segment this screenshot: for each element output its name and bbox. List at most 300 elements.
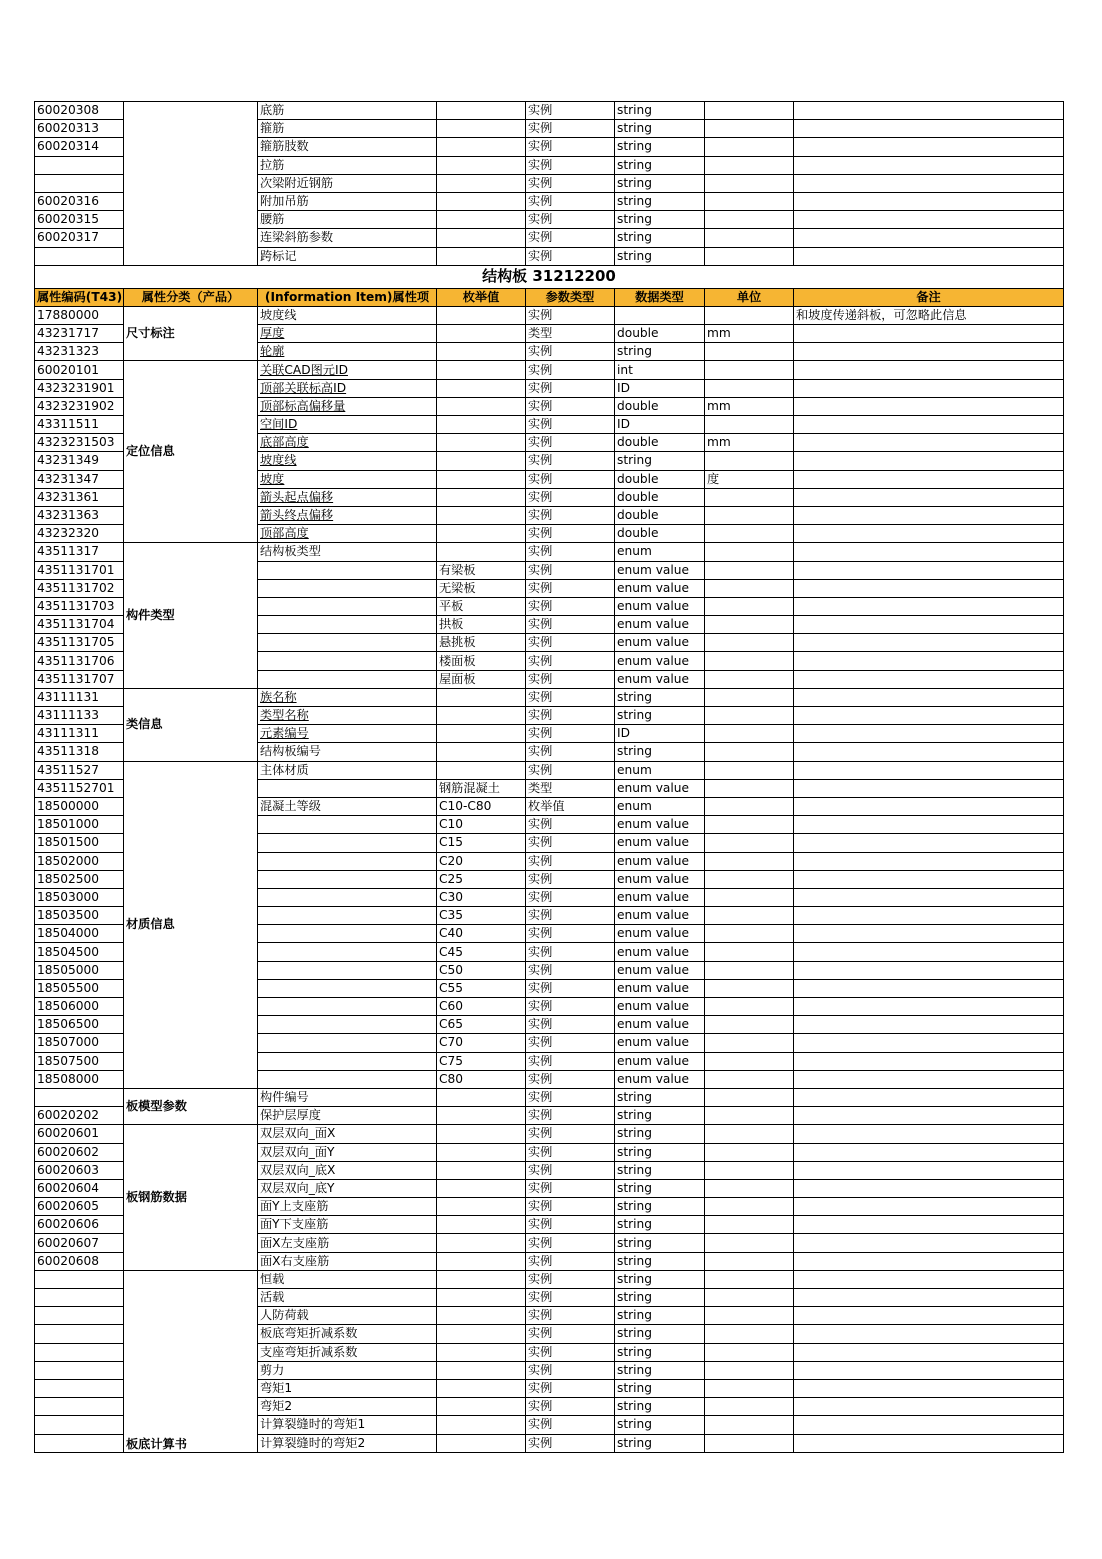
- data-type-cell: double: [615, 325, 705, 343]
- code-cell: 60020314: [35, 138, 124, 156]
- item-cell: 计算裂缝时的弯矩1: [258, 1416, 437, 1434]
- param-type-cell: 实例: [526, 834, 615, 852]
- enum-cell: C10: [437, 816, 526, 834]
- code-cell: 4323231901: [35, 379, 124, 397]
- unit-cell: [705, 1379, 794, 1397]
- item-cell: [258, 1034, 437, 1052]
- item-cell: 拉筋: [258, 156, 437, 174]
- code-cell: 43111131: [35, 688, 124, 706]
- remark-cell: [794, 1307, 1064, 1325]
- code-cell: 43231347: [35, 470, 124, 488]
- unit-cell: [705, 543, 794, 561]
- data-type-cell: string: [615, 1398, 705, 1416]
- data-type-cell: string: [615, 1434, 705, 1452]
- code-cell: 60020606: [35, 1216, 124, 1234]
- code-cell: 4351131704: [35, 616, 124, 634]
- data-type-cell: enum value: [615, 779, 705, 797]
- enum-cell: [437, 543, 526, 561]
- item-cell: 箍筋肢数: [258, 138, 437, 156]
- data-type-cell: string: [615, 688, 705, 706]
- remark-cell: [794, 1270, 1064, 1288]
- data-type-cell: enum value: [615, 852, 705, 870]
- enum-cell: [437, 1270, 526, 1288]
- unit-cell: [705, 616, 794, 634]
- category-cell: 材质信息: [124, 761, 258, 1088]
- data-type-cell: enum value: [615, 1052, 705, 1070]
- remark-cell: [794, 579, 1064, 597]
- remark-cell: [794, 870, 1064, 888]
- remark-cell: [794, 1179, 1064, 1197]
- data-type-cell: string: [615, 1143, 705, 1161]
- enum-cell: [437, 229, 526, 247]
- enum-cell: [437, 1416, 526, 1434]
- unit-cell: 度: [705, 470, 794, 488]
- remark-cell: [794, 434, 1064, 452]
- unit-cell: [705, 120, 794, 138]
- data-type-cell: string: [615, 1198, 705, 1216]
- code-cell: 60020604: [35, 1179, 124, 1197]
- param-type-cell: 实例: [526, 1179, 615, 1197]
- remark-cell: [794, 192, 1064, 210]
- code-cell: 60020601: [35, 1125, 124, 1143]
- remark-cell: [794, 325, 1064, 343]
- code-cell: 43111311: [35, 725, 124, 743]
- item-cell: [258, 852, 437, 870]
- unit-cell: [705, 1216, 794, 1234]
- unit-cell: [705, 943, 794, 961]
- unit-cell: [705, 1107, 794, 1125]
- param-type-cell: 枚举值: [526, 797, 615, 815]
- data-type-cell: double: [615, 434, 705, 452]
- unit-cell: [705, 1234, 794, 1252]
- enum-cell: [437, 452, 526, 470]
- data-type-cell: string: [615, 1270, 705, 1288]
- remark-cell: [794, 379, 1064, 397]
- column-header: 属性编码(T43): [35, 288, 124, 306]
- remark-cell: [794, 888, 1064, 906]
- enum-cell: [437, 725, 526, 743]
- code-cell: 60020607: [35, 1234, 124, 1252]
- code-cell: 60020605: [35, 1198, 124, 1216]
- enum-cell: [437, 1161, 526, 1179]
- code-cell: 18505500: [35, 979, 124, 997]
- remark-cell: [794, 488, 1064, 506]
- remark-cell: [794, 1107, 1064, 1125]
- unit-cell: [705, 961, 794, 979]
- enum-cell: [437, 525, 526, 543]
- unit-cell: [705, 1325, 794, 1343]
- item-cell: [258, 979, 437, 997]
- remark-cell: [794, 1198, 1064, 1216]
- remark-cell: [794, 1143, 1064, 1161]
- enum-cell: [437, 247, 526, 265]
- unit-cell: [705, 1416, 794, 1434]
- unit-cell: [705, 1088, 794, 1106]
- data-type-cell: enum value: [615, 925, 705, 943]
- param-type-cell: 实例: [526, 525, 615, 543]
- data-type-cell: enum value: [615, 652, 705, 670]
- remark-cell: [794, 652, 1064, 670]
- table-row: [35, 1125, 1064, 1143]
- unit-cell: [705, 1289, 794, 1307]
- param-type-cell: 实例: [526, 1325, 615, 1343]
- code-cell: 4351152701: [35, 779, 124, 797]
- remark-cell: [794, 907, 1064, 925]
- unit-cell: mm: [705, 434, 794, 452]
- remark-cell: [794, 1361, 1064, 1379]
- column-header: 备注: [794, 288, 1064, 306]
- code-cell: [35, 1398, 124, 1416]
- item-cell: [258, 1052, 437, 1070]
- data-type-cell: string: [615, 1234, 705, 1252]
- enum-cell: 拱板: [437, 616, 526, 634]
- data-type-cell: ID: [615, 725, 705, 743]
- data-type-cell: enum value: [615, 579, 705, 597]
- enum-cell: 楼面板: [437, 652, 526, 670]
- unit-cell: [705, 707, 794, 725]
- category-cell: 板模型参数: [124, 1088, 258, 1124]
- unit-cell: [705, 1125, 794, 1143]
- remark-cell: [794, 138, 1064, 156]
- enum-cell: [437, 343, 526, 361]
- remark-cell: [794, 416, 1064, 434]
- table-row: [35, 102, 1064, 120]
- code-cell: 43111133: [35, 707, 124, 725]
- param-type-cell: 实例: [526, 470, 615, 488]
- param-type-cell: 实例: [526, 1107, 615, 1125]
- data-type-cell: enum value: [615, 616, 705, 634]
- remark-cell: [794, 102, 1064, 120]
- remark-cell: [794, 470, 1064, 488]
- data-type-cell: string: [615, 343, 705, 361]
- item-cell: 面Y上支座筋: [258, 1198, 437, 1216]
- unit-cell: [705, 1052, 794, 1070]
- data-type-cell: enum value: [615, 816, 705, 834]
- unit-cell: [705, 156, 794, 174]
- code-cell: 18500000: [35, 797, 124, 815]
- table-row: [35, 361, 1064, 379]
- data-type-cell: string: [615, 174, 705, 192]
- item-cell: 族名称: [258, 688, 437, 706]
- data-type-cell: double: [615, 506, 705, 524]
- code-cell: 4351131707: [35, 670, 124, 688]
- item-cell: 双层双向_面Y: [258, 1143, 437, 1161]
- enum-cell: [437, 1361, 526, 1379]
- code-cell: [35, 247, 124, 265]
- enum-cell: C65: [437, 1016, 526, 1034]
- unit-cell: [705, 102, 794, 120]
- param-type-cell: 实例: [526, 1125, 615, 1143]
- item-cell: 面X左支座筋: [258, 1234, 437, 1252]
- code-cell: [35, 1361, 124, 1379]
- code-cell: 43231363: [35, 506, 124, 524]
- item-cell: 关联CAD图元ID: [258, 361, 437, 379]
- unit-cell: [705, 1161, 794, 1179]
- remark-cell: [794, 670, 1064, 688]
- enum-cell: [437, 1379, 526, 1397]
- data-type-cell: enum: [615, 543, 705, 561]
- item-cell: 恒载: [258, 1270, 437, 1288]
- table-row: [35, 1270, 1064, 1288]
- item-cell: 计算裂缝时的弯矩2: [258, 1434, 437, 1452]
- unit-cell: [705, 211, 794, 229]
- code-cell: 60020308: [35, 102, 124, 120]
- data-type-cell: string: [615, 156, 705, 174]
- data-type-cell: enum value: [615, 597, 705, 615]
- param-type-cell: 实例: [526, 1234, 615, 1252]
- param-type-cell: 实例: [526, 597, 615, 615]
- code-cell: 18507500: [35, 1052, 124, 1070]
- code-cell: 18505000: [35, 961, 124, 979]
- item-cell: [258, 943, 437, 961]
- code-cell: 17880000: [35, 306, 124, 324]
- item-cell: 坡度线: [258, 452, 437, 470]
- code-cell: 43231349: [35, 452, 124, 470]
- unit-cell: [705, 452, 794, 470]
- param-type-cell: 实例: [526, 579, 615, 597]
- item-cell: 跨标记: [258, 247, 437, 265]
- unit-cell: [705, 1198, 794, 1216]
- unit-cell: [705, 247, 794, 265]
- param-type-cell: 类型: [526, 779, 615, 797]
- unit-cell: [705, 998, 794, 1016]
- param-type-cell: 实例: [526, 634, 615, 652]
- enum-cell: [437, 707, 526, 725]
- data-type-cell: string: [615, 1107, 705, 1125]
- remark-cell: [794, 1161, 1064, 1179]
- item-cell: 板底弯矩折减系数: [258, 1325, 437, 1343]
- data-type-cell: string: [615, 102, 705, 120]
- param-type-cell: 实例: [526, 211, 615, 229]
- item-cell: [258, 834, 437, 852]
- enum-cell: [437, 434, 526, 452]
- unit-cell: [705, 343, 794, 361]
- data-type-cell: int: [615, 361, 705, 379]
- data-type-cell: enum value: [615, 961, 705, 979]
- data-type-cell: string: [615, 247, 705, 265]
- enum-cell: C20: [437, 852, 526, 870]
- param-type-cell: 实例: [526, 1161, 615, 1179]
- unit-cell: [705, 1270, 794, 1288]
- remark-cell: [794, 834, 1064, 852]
- unit-cell: [705, 870, 794, 888]
- unit-cell: [705, 597, 794, 615]
- item-cell: [258, 1016, 437, 1034]
- param-type-cell: 实例: [526, 761, 615, 779]
- enum-cell: C25: [437, 870, 526, 888]
- code-cell: 60020603: [35, 1161, 124, 1179]
- item-cell: 腰筋: [258, 211, 437, 229]
- param-type-cell: 实例: [526, 907, 615, 925]
- param-type-cell: 实例: [526, 1016, 615, 1034]
- unit-cell: [705, 138, 794, 156]
- unit-cell: [705, 816, 794, 834]
- enum-cell: [437, 1325, 526, 1343]
- param-type-cell: 类型: [526, 325, 615, 343]
- remark-cell: [794, 998, 1064, 1016]
- unit-cell: [705, 634, 794, 652]
- param-type-cell: 实例: [526, 434, 615, 452]
- unit-cell: [705, 1070, 794, 1088]
- enum-cell: [437, 1198, 526, 1216]
- param-type-cell: 实例: [526, 192, 615, 210]
- unit-cell: [705, 907, 794, 925]
- param-type-cell: 实例: [526, 1070, 615, 1088]
- remark-cell: [794, 1416, 1064, 1434]
- param-type-cell: 实例: [526, 1052, 615, 1070]
- param-type-cell: 实例: [526, 1216, 615, 1234]
- code-cell: 60020101: [35, 361, 124, 379]
- param-type-cell: 实例: [526, 1361, 615, 1379]
- enum-cell: C70: [437, 1034, 526, 1052]
- code-cell: 43511317: [35, 543, 124, 561]
- enum-cell: 有梁板: [437, 561, 526, 579]
- param-type-cell: 实例: [526, 688, 615, 706]
- remark-cell: [794, 543, 1064, 561]
- enum-cell: C50: [437, 961, 526, 979]
- param-type-cell: 实例: [526, 1379, 615, 1397]
- item-cell: 顶部关联标高ID: [258, 379, 437, 397]
- unit-cell: [705, 797, 794, 815]
- item-cell: [258, 998, 437, 1016]
- item-cell: [258, 925, 437, 943]
- param-type-cell: 实例: [526, 397, 615, 415]
- data-type-cell: string: [615, 1125, 705, 1143]
- code-cell: 4323231902: [35, 397, 124, 415]
- param-type-cell: 实例: [526, 174, 615, 192]
- data-type-cell: string: [615, 192, 705, 210]
- code-cell: [35, 1307, 124, 1325]
- remark-cell: 和坡度传递斜板，可忽略此信息: [794, 306, 1064, 324]
- enum-cell: [437, 1125, 526, 1143]
- enum-cell: [437, 361, 526, 379]
- data-type-cell: double: [615, 397, 705, 415]
- unit-cell: [705, 725, 794, 743]
- data-type-cell: [615, 306, 705, 324]
- code-cell: 4323231503: [35, 434, 124, 452]
- enum-cell: C10-C80: [437, 797, 526, 815]
- item-cell: 箭头起点偏移: [258, 488, 437, 506]
- param-type-cell: 实例: [526, 1270, 615, 1288]
- column-header: 参数类型: [526, 288, 615, 306]
- code-cell: 43232320: [35, 525, 124, 543]
- remark-cell: [794, 211, 1064, 229]
- remark-cell: [794, 943, 1064, 961]
- enum-cell: [437, 379, 526, 397]
- item-cell: 混凝土等级: [258, 797, 437, 815]
- remark-cell: [794, 616, 1064, 634]
- param-type-cell: 实例: [526, 379, 615, 397]
- data-type-cell: string: [615, 1252, 705, 1270]
- item-cell: 主体材质: [258, 761, 437, 779]
- remark-cell: [794, 229, 1064, 247]
- unit-cell: [705, 1361, 794, 1379]
- param-type-cell: 实例: [526, 306, 615, 324]
- remark-cell: [794, 688, 1064, 706]
- remark-cell: [794, 779, 1064, 797]
- enum-cell: [437, 1107, 526, 1125]
- enum-cell: [437, 1143, 526, 1161]
- enum-cell: [437, 1088, 526, 1106]
- item-cell: 类型名称: [258, 707, 437, 725]
- code-cell: [35, 1416, 124, 1434]
- item-cell: [258, 597, 437, 615]
- param-type-cell: 实例: [526, 725, 615, 743]
- param-type-cell: 实例: [526, 561, 615, 579]
- param-type-cell: 实例: [526, 1289, 615, 1307]
- data-type-cell: double: [615, 488, 705, 506]
- param-type-cell: 实例: [526, 888, 615, 906]
- param-type-cell: 实例: [526, 1034, 615, 1052]
- code-cell: 18503000: [35, 888, 124, 906]
- param-type-cell: 实例: [526, 670, 615, 688]
- remark-cell: [794, 561, 1064, 579]
- data-type-cell: enum value: [615, 979, 705, 997]
- remark-cell: [794, 1379, 1064, 1397]
- unit-cell: [705, 525, 794, 543]
- param-type-cell: 实例: [526, 1088, 615, 1106]
- item-cell: 剪力: [258, 1361, 437, 1379]
- code-cell: 18502000: [35, 852, 124, 870]
- data-type-cell: double: [615, 470, 705, 488]
- data-type-cell: string: [615, 120, 705, 138]
- enum-cell: [437, 174, 526, 192]
- code-cell: 18502500: [35, 870, 124, 888]
- item-cell: [258, 561, 437, 579]
- item-cell: [258, 616, 437, 634]
- section-title: 结构板 31212200: [35, 265, 1064, 288]
- category-cell: [124, 102, 258, 266]
- remark-cell: [794, 634, 1064, 652]
- unit-cell: [705, 1307, 794, 1325]
- item-cell: 面X右支座筋: [258, 1252, 437, 1270]
- param-type-cell: 实例: [526, 343, 615, 361]
- code-cell: [35, 1343, 124, 1361]
- param-type-cell: 实例: [526, 943, 615, 961]
- enum-cell: [437, 1234, 526, 1252]
- data-type-cell: string: [615, 452, 705, 470]
- unit-cell: [705, 1034, 794, 1052]
- data-type-cell: string: [615, 1325, 705, 1343]
- column-header: 属性分类（产品）: [124, 288, 258, 306]
- data-type-cell: enum value: [615, 907, 705, 925]
- code-cell: 60020602: [35, 1143, 124, 1161]
- enum-cell: [437, 156, 526, 174]
- unit-cell: [705, 834, 794, 852]
- remark-cell: [794, 452, 1064, 470]
- item-cell: 双层双向_底X: [258, 1161, 437, 1179]
- param-type-cell: 实例: [526, 707, 615, 725]
- unit-cell: [705, 229, 794, 247]
- enum-cell: C45: [437, 943, 526, 961]
- item-cell: 箍筋: [258, 120, 437, 138]
- code-cell: 60020315: [35, 211, 124, 229]
- enum-cell: 无梁板: [437, 579, 526, 597]
- item-cell: 顶部高度: [258, 525, 437, 543]
- column-header: (Information Item)属性项: [258, 288, 437, 306]
- enum-cell: [437, 1179, 526, 1197]
- unit-cell: [705, 1343, 794, 1361]
- remark-cell: [794, 597, 1064, 615]
- remark-cell: [794, 1216, 1064, 1234]
- remark-cell: [794, 1289, 1064, 1307]
- item-cell: 活载: [258, 1289, 437, 1307]
- category-cell: 板底计算书: [124, 1270, 258, 1452]
- item-cell: [258, 652, 437, 670]
- section-title-row: [35, 265, 1064, 288]
- data-type-cell: string: [615, 211, 705, 229]
- remark-cell: [794, 1343, 1064, 1361]
